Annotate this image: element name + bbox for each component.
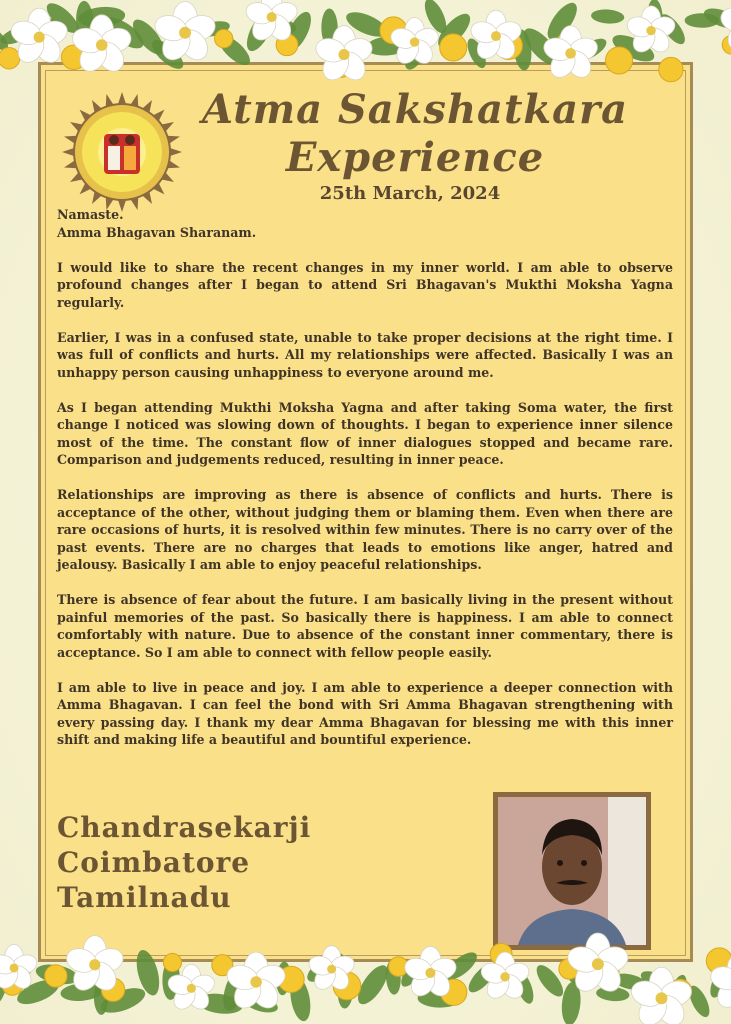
- leaf-icon: [591, 8, 625, 24]
- greeting-line-2: Amma Bhagavan Sharanam.: [57, 224, 257, 240]
- paragraph: Earlier, I was in a confused state, unable to take proper decisions at the right time. I was full of conflicts and hurts. All my relationships were affected. Basically I was an unhappy person causing unhappiness to everyone around me.: [57, 329, 673, 380]
- signature-state: Tamilnadu: [57, 881, 232, 914]
- paragraph: I would like to share the recent changes in my inner world. I am able to observe profound changes after I began to attend Sri Bhagavan's Mukthi Moksha Yagna regularly.: [57, 259, 673, 310]
- paragraph: As I began attending Mukthi Moksha Yagna and after taking Soma water, the first change I noticed was slowing down of thoughts. I began to experience inner silence most of the time. The constant flow of inner dialogues stopped and became rare. Comparison and judgements reduced, resulting in inner peace.: [57, 399, 673, 467]
- paragraph: I am able to live in peace and joy. I am able to experience a deeper connection with Amma Bhagavan. I can feel the bond with Sri Amma Bhagavan strengthening with every passing day. I thank my dear Amma Bhagavan for blessing me with this inner shift and making life a beautiful and bountiful experience.: [57, 679, 673, 747]
- bottom-floral-garland: [0, 854, 731, 1024]
- deity-figures-icon: [104, 134, 140, 174]
- paragraph: Relationships are improving as there is absence of conflicts and hurts. There is acceptance of the other, without judging them or blaming them. Even when there are rare occasions of hurts, it is resolved within few minutes. There is no carry over of the past events. There are no charges that leads to emotions like anger, hatred and jealousy. Basically I am able to enjoy peaceful relationships.: [57, 487, 673, 572]
- white-flower-icon: [628, 967, 695, 1024]
- lemon-icon: [163, 953, 181, 971]
- letter-body: [57, 206, 673, 766]
- title-line-1: Atma Sakshatkara: [201, 86, 629, 133]
- sun-medallion-icon: [58, 88, 186, 216]
- signature-name: Chandrasekarji: [57, 811, 312, 844]
- lemon-icon: [605, 47, 632, 74]
- sun-ray: [170, 148, 182, 156]
- greeting-line-1: Namaste.: [57, 207, 124, 222]
- sun-ray: [118, 92, 126, 104]
- title-line-2: Experience: [285, 134, 545, 181]
- lemon-icon: [45, 965, 67, 987]
- lemon-icon: [0, 48, 20, 69]
- lemon-icon: [215, 30, 233, 48]
- date-text: 25th March, 2024: [319, 183, 501, 204]
- signature-city: Coimbatore: [57, 846, 251, 879]
- sun-ray: [62, 148, 74, 156]
- lemon-icon: [440, 34, 467, 61]
- paragraph: There is absence of fear about the future. I am basically living in the present without painful memories of the past. So basically there is happiness. I am able to connect comfortably with nature. Due to absence of the constant inner commentary, there is acceptance. So I am able to connect with fellow people easily.: [57, 592, 673, 660]
- lemon-icon: [659, 57, 683, 81]
